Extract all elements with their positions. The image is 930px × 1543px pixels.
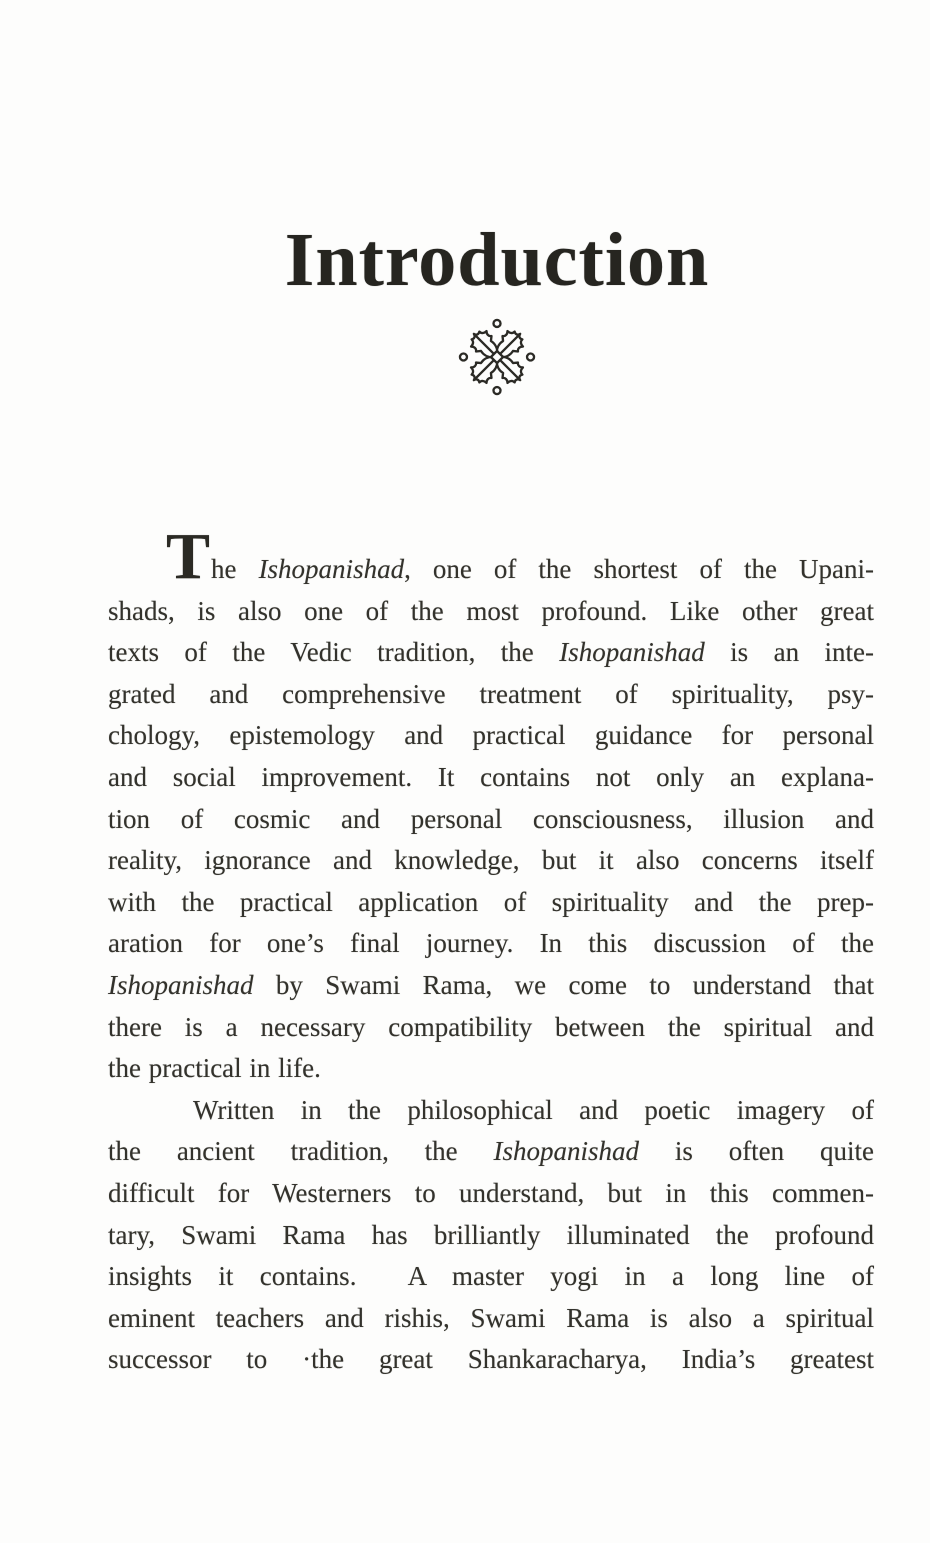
text-line: successor to ·the great Shankaracharya, India’s greatest	[108, 1344, 874, 1375]
text-line: tion of cosmic and personal consciousness, illusion and	[108, 803, 874, 834]
paragraph-2	[108, 1090, 874, 1381]
text-line: the practical in life.	[108, 1053, 321, 1084]
text-line: Written in the philosophical and poetic imagery of	[193, 1094, 874, 1125]
body-text	[108, 520, 875, 1381]
text-line: there is a necessary compatibility between the spiritual and	[108, 1011, 874, 1042]
text-line: difficult for Westerners to understand, but in this commen-	[108, 1177, 874, 1208]
paragraph-1	[108, 520, 875, 1090]
text-line: texts of the Vedic tradition, the Ishopanishad is an inte-	[108, 637, 874, 668]
text-line: tary, Swami Rama has brilliantly illuminated the profound	[108, 1219, 874, 1250]
text-line: and social improvement. It contains not only an explana-	[108, 761, 874, 792]
text-line	[108, 520, 875, 593]
drop-cap: T	[166, 520, 211, 593]
chapter-title: Introduction	[284, 218, 710, 302]
text-line: reality, ignorance and knowledge, but it also concerns itself	[108, 845, 874, 876]
text-line: eminent teachers and rishis, Swami Rama is also a spiritual	[108, 1302, 874, 1333]
text-line: with the practical application of spirituality and the prep-	[108, 886, 874, 917]
text-line: aration for one’s final journey. In this discussion of the	[108, 928, 874, 959]
text-line: chology, epistemology and practical guidance for personal	[108, 720, 874, 751]
text-line: grated and comprehensive treatment of spirituality, psy-	[108, 678, 874, 709]
fleuron-ornament-icon	[458, 315, 536, 399]
text-line: shads, is also one of the most profound. Like other great	[108, 595, 874, 626]
text-line-content: he Ishopanishad, one of the shortest of the Upani-	[211, 554, 875, 584]
text-line: Ishopanishad by Swami Rama, we come to understand that	[108, 969, 874, 1000]
text-line: the ancient tradition, the Ishopanishad is often quite	[108, 1136, 874, 1167]
text-line: insights it contains. A master yogi in a long line of	[108, 1261, 874, 1292]
